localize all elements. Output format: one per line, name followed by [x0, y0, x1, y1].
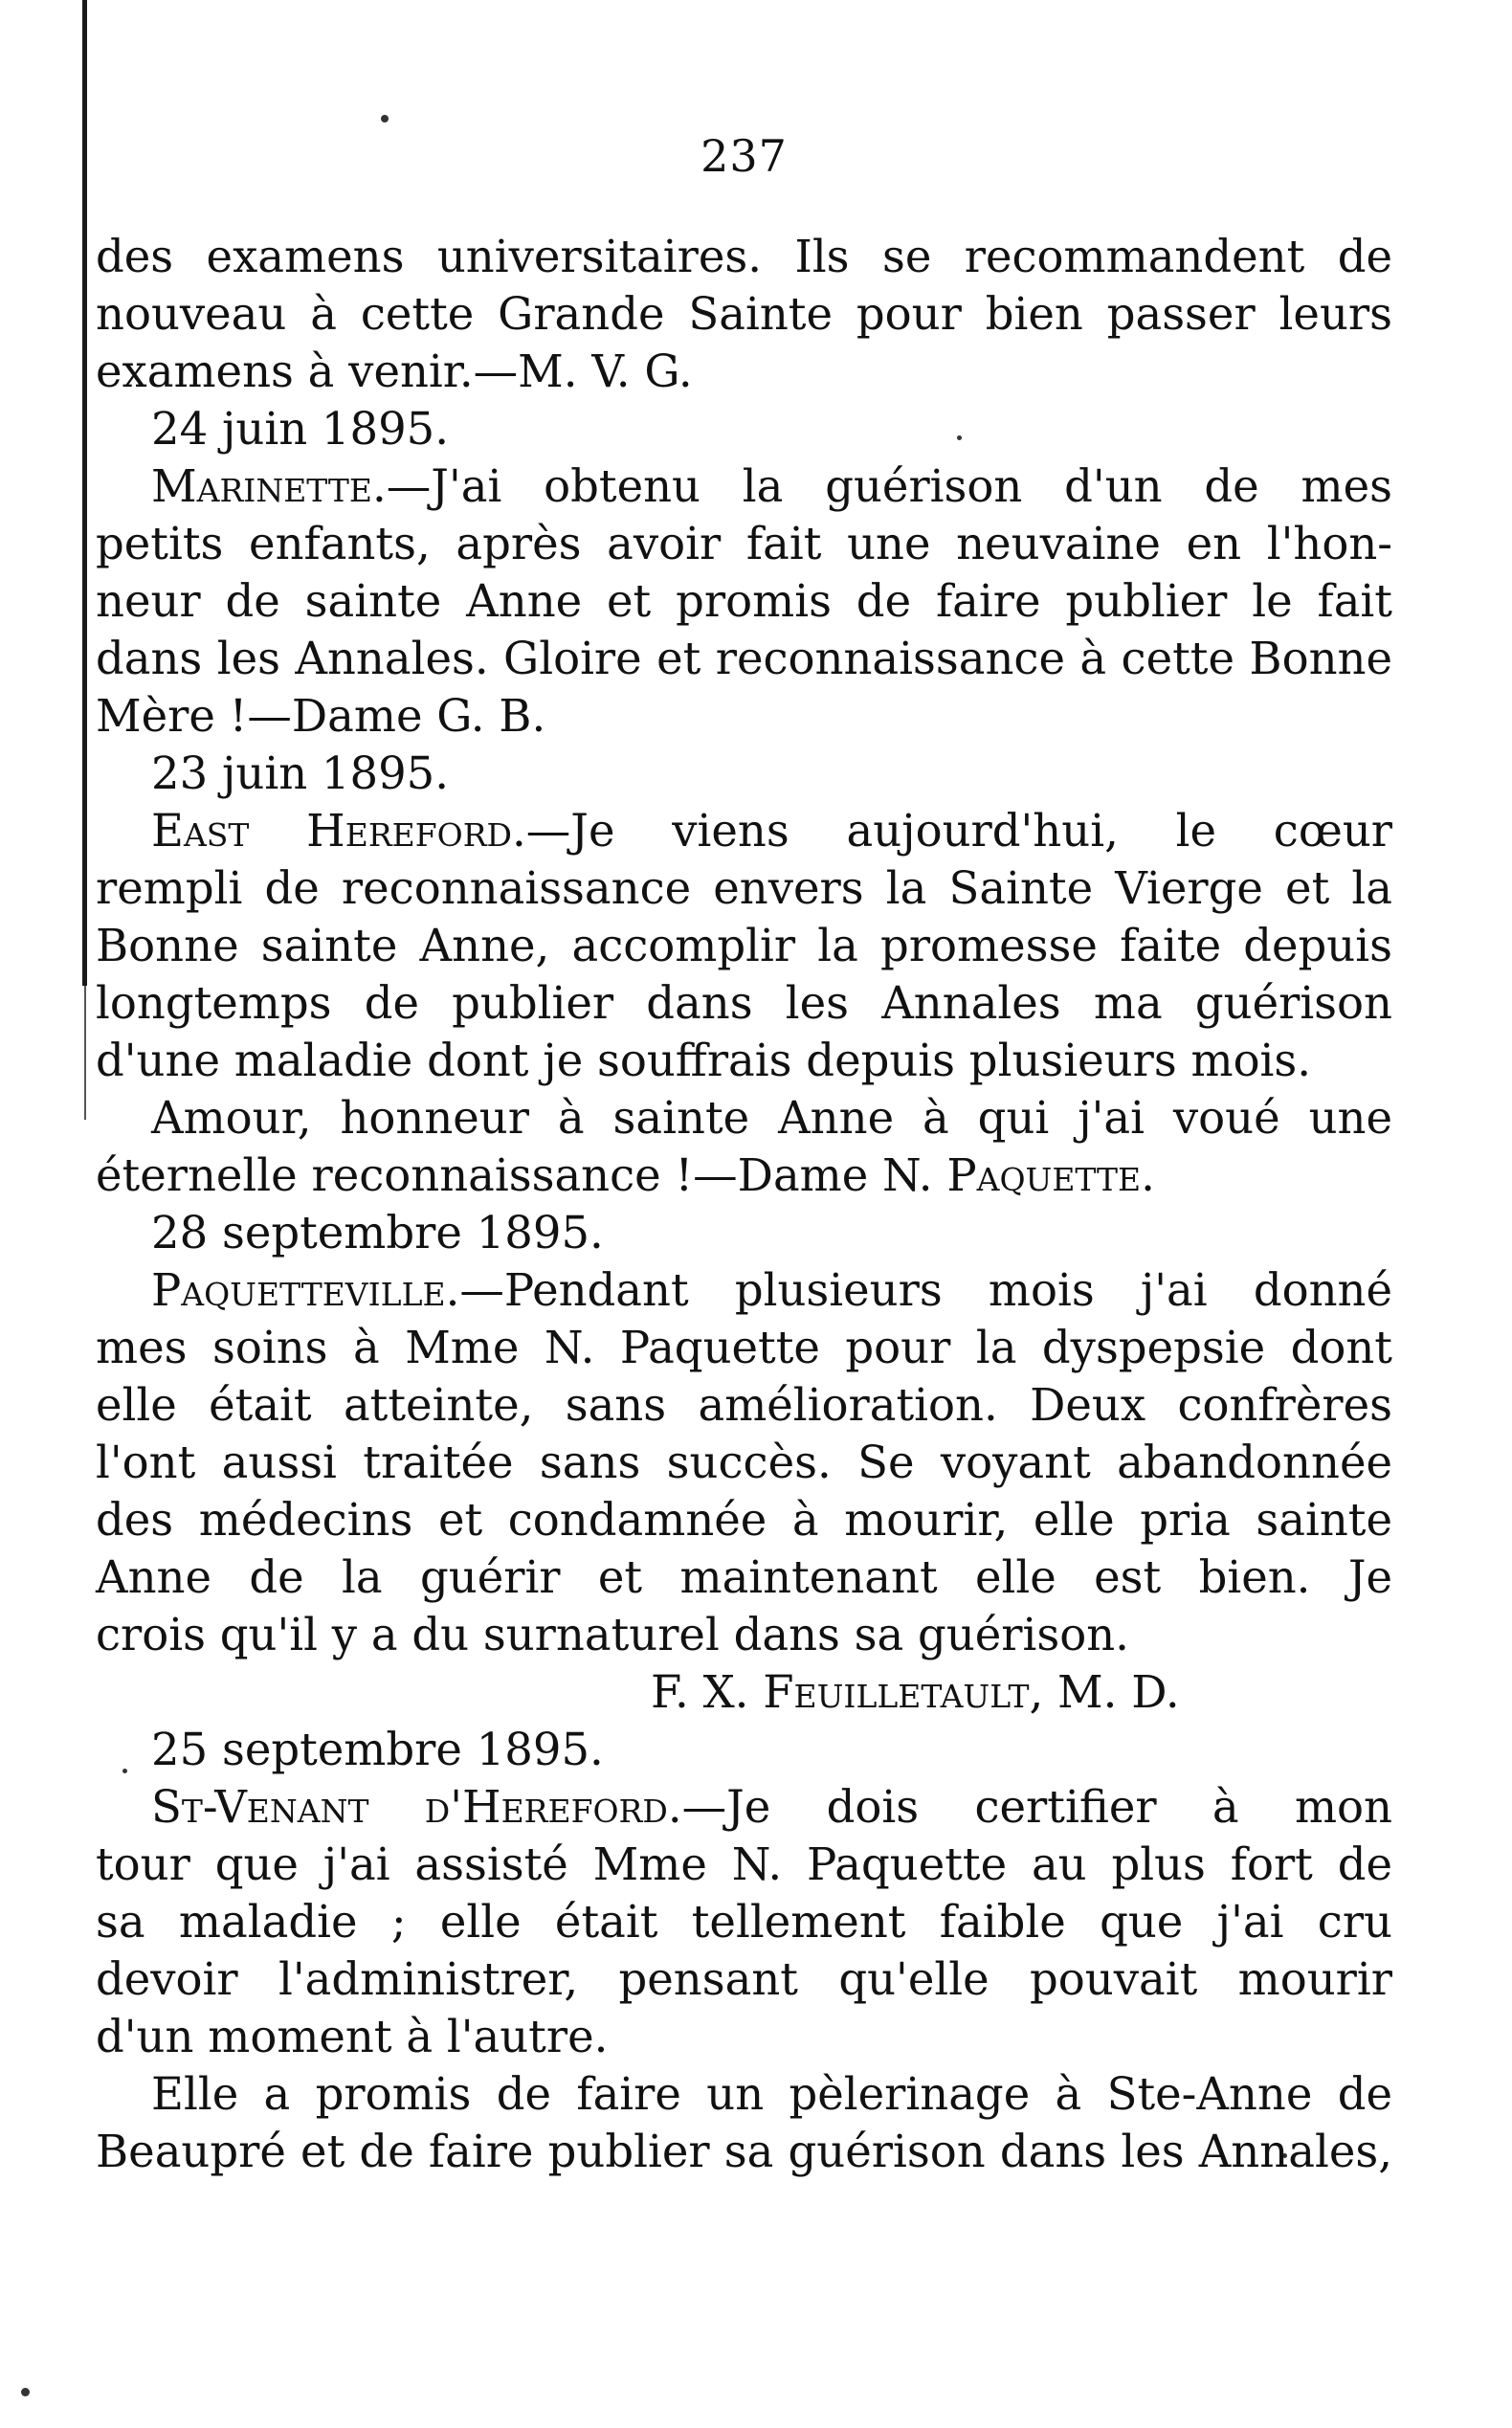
- text-line: neur de sainte Anne et promis de faire publier le fait: [96, 575, 1392, 627]
- scan-speck: [21, 2388, 30, 2396]
- text-line: elle était atteinte, sans amélioration. Deux confrères: [96, 1379, 1392, 1431]
- entry-heading-line: [96, 1261, 1392, 1319]
- text-line: Anne de la guérir et maintenant elle est bien. Je: [96, 1551, 1392, 1603]
- entry-heading-line: [96, 1778, 1392, 1836]
- body-text: [96, 228, 1392, 2180]
- text-line: d'un moment à l'autre.: [96, 2011, 609, 2062]
- text-line: rempli de reconnaissance envers la Sainte Vierge et la: [96, 862, 1392, 914]
- signature-line: [96, 1147, 1392, 1204]
- signature-name: Paquette.: [946, 1149, 1155, 1201]
- margin-scan-rule-faint: [84, 986, 86, 1120]
- date-line: 23 juin 1895.: [151, 747, 450, 799]
- signature-name: Feuilletault: [763, 1666, 1030, 1718]
- place-name: Paquetteville.: [151, 1264, 460, 1316]
- text-fragment: —Pendant plusieurs mois j'ai donné: [459, 1264, 1392, 1316]
- scan-speck: [381, 115, 389, 123]
- text-line: des examens universitaires. Ils se recommandent de: [96, 231, 1392, 282]
- place-name: Marinette.: [151, 460, 387, 512]
- text-line: Mère !—Dame G. B.: [96, 690, 546, 742]
- text-fragment: —Je dois certifier à mon: [681, 1781, 1393, 1833]
- text-fragment: éternelle reconnaissance !—Dame N.: [96, 1149, 947, 1201]
- entry-heading-line: [96, 802, 1392, 859]
- text-line: l'ont aussi traitée sans succès. Se voyant abandonnée: [96, 1437, 1392, 1488]
- text-line: devoir l'administrer, pensant qu'elle pouvait mourir: [96, 1953, 1392, 2005]
- text-line: mes soins à Mme N. Paquette pour la dyspepsie dont: [96, 1322, 1392, 1373]
- document-page: [96, 130, 1393, 2180]
- text-line: d'une maladie dont je souffrais depuis plusieurs mois.: [96, 1035, 1312, 1086]
- signature-line: [96, 1663, 1392, 1721]
- text-line: dans les Annales. Gloire et reconnaissance à cette Bonne: [96, 633, 1392, 684]
- margin-scan-rule: [82, 0, 87, 986]
- text-line: sa maladie ; elle était tellement faible que j'ai cru: [96, 1896, 1392, 1948]
- text-line: longtemps de publier dans les Annales ma guérison: [96, 977, 1392, 1029]
- text-line: des médecins et condamnée à mourir, elle pria sainte: [96, 1494, 1392, 1546]
- text-fragment: F. X.: [651, 1666, 764, 1718]
- place-name: East Hereford.: [151, 805, 526, 857]
- date-line: 28 septembre 1895.: [151, 1207, 604, 1259]
- text-fragment: , M. D.: [1029, 1666, 1180, 1718]
- text-line: petits enfants, après avoir fait une neuvaine en l'hon-: [96, 518, 1392, 569]
- text-fragment: —Je viens aujourd'hui, le cœur: [525, 805, 1392, 857]
- page-number: 237: [700, 130, 788, 182]
- entry-heading-line: [96, 457, 1392, 515]
- text-line: crois qu'il y a du surnaturel dans sa guérison.: [96, 1609, 1129, 1660]
- text-line: Amour, honneur à sainte Anne à qui j'ai voué une: [151, 1092, 1392, 1144]
- text-line: nouveau à cette Grande Sainte pour bien passer leurs: [96, 288, 1392, 340]
- date-line: 25 septembre 1895.: [151, 1724, 604, 1775]
- date-line: 24 juin 1895.: [151, 403, 450, 455]
- text-line: Elle a promis de faire un pèlerinage à Ste-Anne de: [151, 2068, 1392, 2120]
- text-line: tour que j'ai assisté Mme N. Paquette au plus fort de: [96, 1838, 1392, 1890]
- text-fragment: —J'ai obtenu la guérison d'un de mes: [386, 460, 1392, 512]
- text-line: Bonne sainte Anne, accomplir la promesse faite depuis: [96, 920, 1392, 971]
- text-line: examens à venir.—M. V. G.: [96, 345, 693, 397]
- text-line: Beaupré et de faire publier sa guérison dans les Annales,: [96, 2126, 1392, 2177]
- place-name: St-Venant d'Hereford.: [151, 1781, 682, 1833]
